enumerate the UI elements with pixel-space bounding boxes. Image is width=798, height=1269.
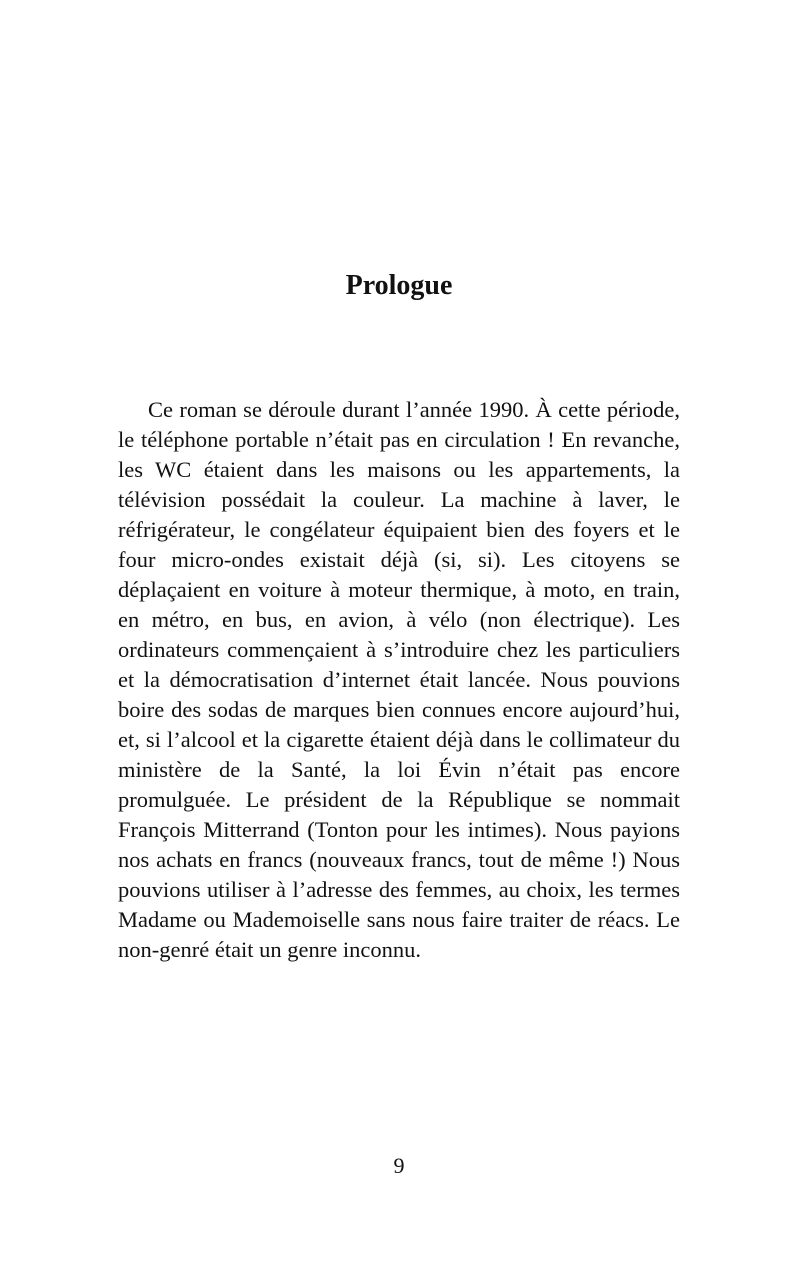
chapter-title: Prologue bbox=[345, 270, 453, 301]
page-number: 9 bbox=[393, 1153, 405, 1178]
prologue-paragraph: Ce roman se déroule durant l’année 1990. À cette période, le téléphone portable n’était pas en circulation ! En revanche, les WC étaient dans les maisons ou les appartements, la télévision possédait la couleur. La machine à laver, le réfrigérateur, le congélateur équipaient bien des foyers et le four micro-ondes existait déjà (si, si). Les citoyens se déplaçaient en voiture à moteur thermique, à moto, en train, en métro, en bus, en avion, à vélo (non électrique). Les ordinateurs commençaient à s’introduire chez les particuliers et la démocratisation d’internet était lancée. Nous pouvions boire des sodas de marques bien connues encore aujourd’hui, et, si l’alcool et la cigarette étaient déjà dans le collimateur du ministère de la Santé, la loi Évin n’était pas encore promulguée. Le président de la République se nommait François Mitterrand (Tonton pour les intimes). Nous payions nos achats en francs (nouveaux francs, tout de même !) Nous pouvions utiliser à l’adresse des femmes, au choix, les termes Madame ou Mademoiselle sans nous faire traiter de réacs. Le non-genré était un genre inconnu. bbox=[118, 397, 680, 962]
